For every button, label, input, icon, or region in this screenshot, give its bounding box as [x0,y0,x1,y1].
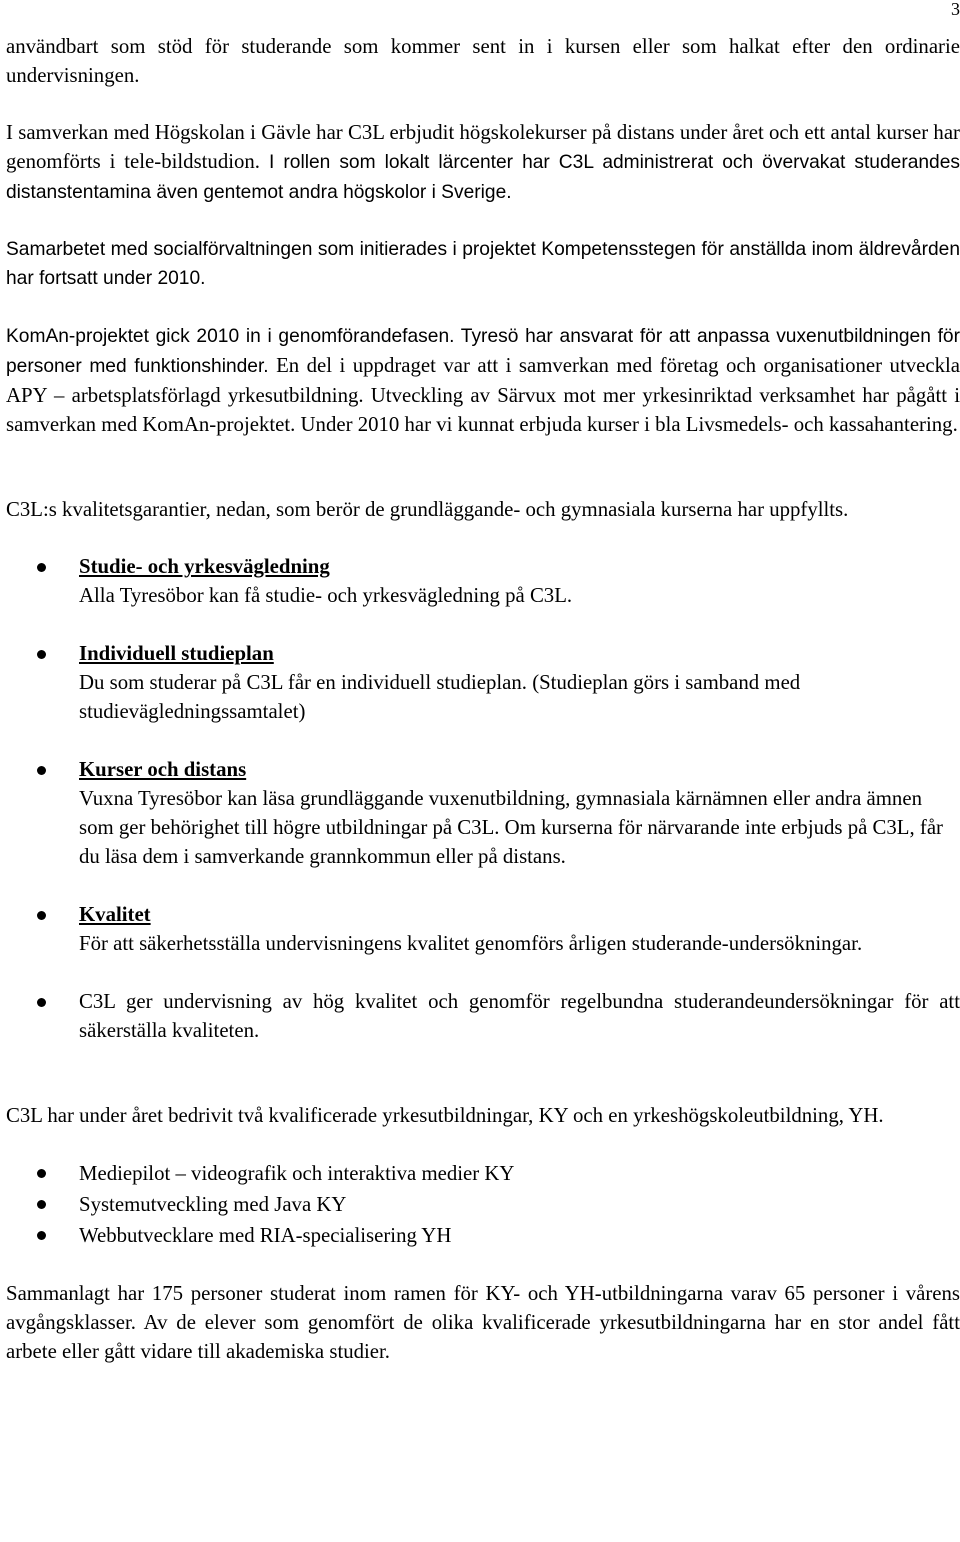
bullet-icon [37,650,46,659]
guarantee-title: Kvalitet [79,903,151,926]
guarantee-text: För att säkerhetsställa undervisningens kvalitet genomförs årligen studerande-undersökningar. [79,932,863,955]
guarantee-list [6,552,960,1045]
paragraph-hig [6,118,960,207]
paragraph-guarantees-intro: C3L:s kvalitetsgarantier, nedan, som berör de grundläggande- och gymnasiala kurserna har uppfyllts. [6,498,849,521]
bullet-icon [37,1200,46,1209]
bullet-icon [37,1169,46,1178]
guarantee-title: Studie- och yrkesvägledning [79,555,330,578]
list-item [6,900,960,958]
paragraph-programs-intro: C3L har under året bedrivit två kvalificerade yrkesutbildningar, KY och en yrkeshögskoleutbildning, YH. [6,1104,884,1127]
paragraph-koman-part1: KomAn-projektet gick 2010 in i genomförandefasen. Tyresö har ansvarat för att anpassa vuxenutbildningen för personer med funktionshinder. [6,326,960,377]
program-name: Systemutveckling med Java KY [79,1193,347,1216]
paragraph-hig-part1: I samverkan med Högskolan i Gävle har C3L erbjudit högskolekurser på distans under året och ett antal kurser har genomförts i tele-bildstudion. [6,121,960,173]
paragraph-social: Samarbetet med socialförvaltningen som initierades i projektet Kompetensstegen för anställda inom äldrevården har fortsatt under 2010. [6,239,960,289]
bullet-icon [37,563,46,572]
paragraph-koman [6,321,960,439]
guarantee-text: Du som studerar på C3L får en individuell studieplan. (Studieplan görs i samband med studievägledningssamtalet) [79,671,801,723]
guarantee-title: Individuell studieplan [79,642,274,665]
guarantee-title: Kurser och distans [79,758,247,781]
guarantee-text: Vuxna Tyresöbor kan läsa grundläggande vuxenutbildning, gymnasiala kärnämnen eller andra ämnen som ger behörighet till högre utbildningar på C3L. Om kurserna för närvarande inte erbjuds på C3L, får du läsa dem i samverkande grannkommun eller på distans. [79,787,943,868]
guarantee-text: Alla Tyresöbor kan få studie- och yrkesvägledning på C3L. [79,584,573,607]
list-item [6,1158,960,1189]
paragraph-koman-part2: En del i uppdraget var att i samverkan med företag och organisationer utveckla APY – arbetsplatsförlagd yrkesutbildning. Utveckling av Särvux mot mer yrkesinriktad verksamhet har pågått i samverkan med KomAn-projektet. Under 2010 har vi kunnat erbjuda kurser i bla Livsmedels- och kassahantering. [6,354,960,436]
program-name: Webbutvecklare med RIA-specialisering YH [79,1224,452,1247]
program-name: Mediepilot – videografik och interaktiva medier KY [79,1162,515,1185]
guarantee-text: C3L ger undervisning av hög kvalitet och genomför regelbundna studerandeundersökningar för att säkerställa kvaliteten. [79,990,960,1042]
document-body [6,32,960,1366]
paragraph-intro: användbart som stöd för studerande som kommer sent in i kursen eller som halkat efter den ordinarie undervisningen. [6,35,960,87]
list-item [6,1189,960,1220]
bullet-icon [37,911,46,920]
bullet-icon [37,998,46,1007]
bullet-icon [37,1231,46,1240]
paragraph-hig-part2: I rollen som lokalt lärcenter har C3L administrerat och övervakat studerandes distanstentamina även gentemot andra högskolor i Sverige. [6,152,960,203]
list-item [6,552,960,610]
bullet-icon [37,766,46,775]
list-item [6,755,960,871]
paragraph-summary: Sammanlagt har 175 personer studerat inom ramen för KY- och YH-utbildningarna varav 65 personer i vårens avgångsklasser. Av de elever som genomfört de olika kvalificerade yrkesutbildningarna har en stor andel fått arbete eller gått vidare till akademiska studier. [6,1282,960,1363]
list-item [6,1220,960,1251]
program-list [6,1158,960,1251]
list-item [6,987,960,1045]
page-number: 3 [951,0,960,19]
list-item [6,639,960,726]
